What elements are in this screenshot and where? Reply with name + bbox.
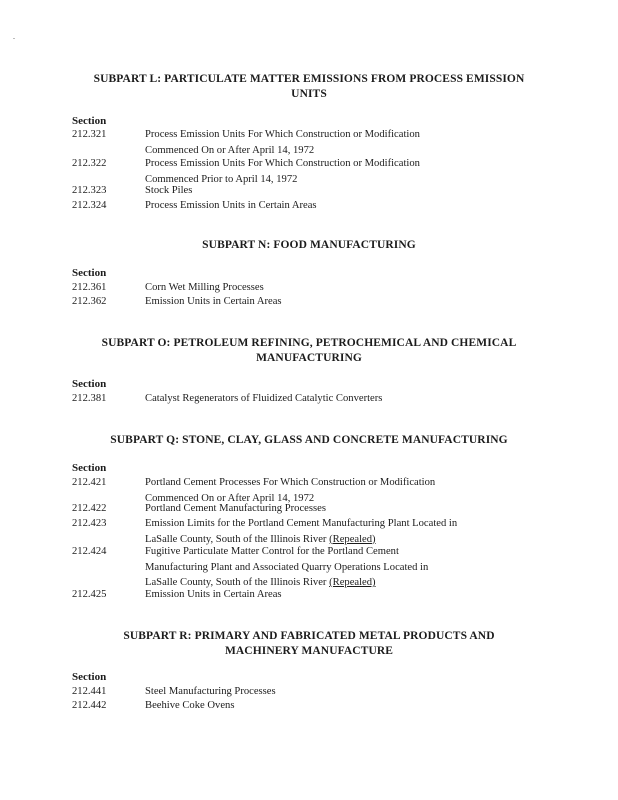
section-title — [145, 127, 545, 158]
section-number: 212.361 — [72, 282, 107, 293]
section-entry — [72, 587, 552, 603]
section-title-text: LaSalle County, South of the Illinois River — [145, 577, 327, 588]
section-title: Beehive Coke Ovens — [145, 700, 235, 711]
section-number: 212.424 — [72, 546, 107, 557]
subpart-n-heading — [60, 238, 558, 253]
subpart-o-heading — [60, 336, 558, 366]
section-entry — [72, 544, 552, 591]
section-label: Section — [72, 671, 107, 683]
section-title — [145, 544, 545, 591]
section-title: Emission Units in Certain Areas — [145, 589, 282, 600]
section-label: Section — [72, 115, 107, 127]
section-number: 212.421 — [72, 477, 107, 488]
section-title-line: Process Emission Units For Which Construction or Modification — [145, 158, 420, 169]
section-number: 212.422 — [72, 503, 107, 514]
section-title-line: Portland Cement Processes For Which Construction or Modification — [145, 477, 436, 488]
section-title-line: Commenced On or After April 14, 1972 — [145, 492, 315, 504]
section-entry — [72, 183, 552, 199]
repealed-note: (Repealed) — [329, 577, 376, 588]
section-entry — [72, 698, 552, 714]
subpart-r-heading — [60, 629, 558, 659]
subpart-heading-line: SUBPART N: FOOD MANUFACTURING — [202, 239, 416, 251]
subpart-heading-line: MANUFACTURING — [256, 352, 362, 364]
scan-speck — [13, 38, 15, 39]
repealed-note: (Repealed) — [329, 533, 376, 545]
section-label: Section — [72, 378, 107, 390]
section-title-line: Commenced On or After April 14, 1972 — [145, 144, 315, 156]
section-title-line: Process Emission Units For Which Construction or Modification — [145, 129, 420, 140]
subpart-heading-line: MACHINERY MANUFACTURE — [224, 645, 394, 657]
section-entry — [72, 198, 552, 214]
section-entry — [72, 516, 552, 547]
section-number: 212.321 — [72, 129, 107, 140]
section-title: Emission Units in Certain Areas — [145, 296, 282, 307]
section-number: 212.442 — [72, 700, 107, 711]
section-title-line: Fugitive Particulate Matter Control for the Portland Cement — [145, 546, 399, 557]
section-number: 212.322 — [72, 158, 107, 169]
section-number: 212.381 — [72, 393, 107, 404]
subpart-heading-line: SUBPART L: PARTICULATE MATTER EMISSIONS FROM PROCESS EMISSION — [93, 73, 525, 85]
subpart-heading-line: UNITS — [291, 88, 327, 100]
section-label: Section — [72, 267, 107, 279]
section-number: 212.324 — [72, 200, 107, 211]
section-title: Catalyst Regenerators of Fluidized Catalytic Converters — [145, 393, 383, 404]
section-number: 212.362 — [72, 296, 107, 307]
section-title-line: Manufacturing Plant and Associated Quarry Operations Located in — [145, 561, 429, 573]
subpart-heading-line: SUBPART Q: STONE, CLAY, GLASS AND CONCRETE MANUFACTURING — [110, 434, 508, 446]
subpart-l-heading — [60, 72, 558, 102]
section-number: 212.323 — [72, 185, 107, 196]
subpart-heading-line: SUBPART O: PETROLEUM REFINING, PETROCHEMICAL AND CHEMICAL — [101, 337, 517, 349]
section-title: Corn Wet Milling Processes — [145, 282, 264, 293]
section-title-line: Emission Limits for the Portland Cement Manufacturing Plant Located in — [145, 518, 458, 529]
section-entry — [72, 294, 552, 310]
section-entry — [72, 391, 552, 407]
section-title: Stock Piles — [145, 185, 193, 196]
section-label: Section — [72, 462, 107, 474]
section-number: 212.423 — [72, 518, 107, 529]
subpart-heading-line: SUBPART R: PRIMARY AND FABRICATED METAL PRODUCTS AND — [123, 630, 495, 642]
section-entry — [72, 501, 552, 517]
subpart-q-heading — [60, 433, 558, 448]
section-number: 212.441 — [72, 686, 107, 697]
section-title — [145, 516, 545, 547]
section-entry — [72, 127, 552, 158]
section-title: Portland Cement Manufacturing Processes — [145, 503, 326, 514]
section-title-text: LaSalle County, South of the Illinois River — [145, 533, 327, 545]
section-title: Process Emission Units in Certain Areas — [145, 200, 317, 211]
section-number: 212.425 — [72, 589, 107, 600]
section-title-line: Commenced Prior to April 14, 1972 — [145, 173, 298, 185]
section-title: Steel Manufacturing Processes — [145, 686, 276, 697]
